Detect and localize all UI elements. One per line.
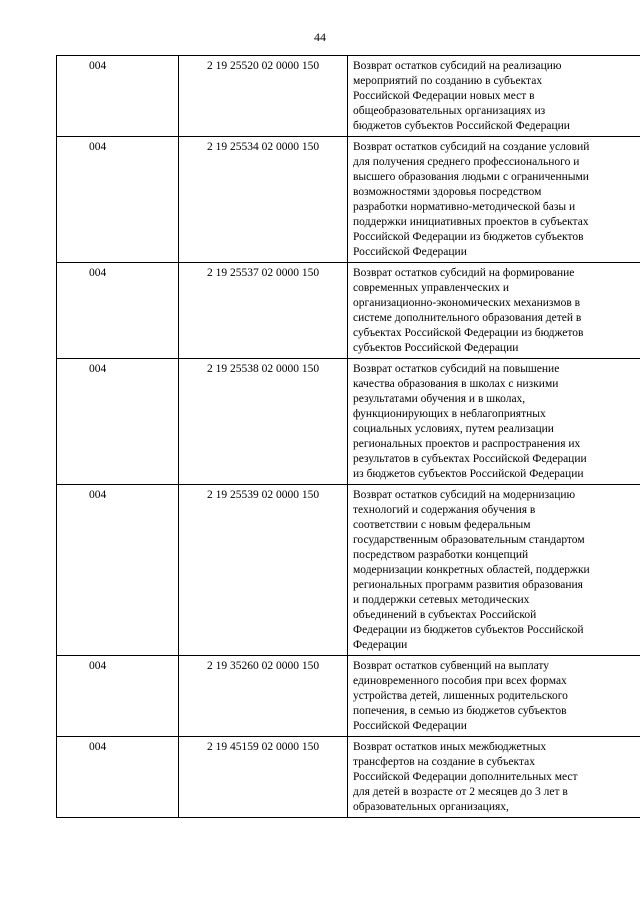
admin-code-cell: 004: [57, 56, 179, 137]
table-row: [57, 137, 640, 263]
table-row: [57, 737, 640, 818]
table-row: [57, 485, 640, 656]
table-row: [57, 56, 640, 137]
description-line: высшего образования людьми с ограниченными: [353, 171, 589, 183]
description-line: и поддержки сетевых методических: [353, 594, 530, 606]
description-line: модернизации конкретных областей, поддержки: [353, 564, 590, 576]
table-row: [57, 656, 640, 737]
description-line: организационно-экономических механизмов в: [353, 297, 581, 309]
budget-code-cell: 2 19 25534 02 0000 150: [179, 137, 348, 263]
description-line: системе дополнительного образования детей в: [353, 312, 582, 324]
description-line: социальных условиях, путем реализации: [353, 423, 554, 435]
budget-code-cell: 2 19 25537 02 0000 150: [179, 263, 348, 359]
description-line: Федерации: [353, 639, 408, 651]
description-line: устройства детей, лишенных родительского: [353, 690, 568, 702]
budget-code-cell: 2 19 45159 02 0000 150: [179, 737, 348, 818]
description-line: Российской Федерации из бюджетов субъектов: [353, 231, 584, 243]
admin-code-cell: 004: [57, 737, 179, 818]
description-line: функционирующих в неблагоприятных: [353, 408, 546, 420]
description-line: Российской Федерации: [353, 720, 467, 732]
description-line: Возврат остатков субсидий на повышение: [353, 363, 560, 375]
budget-codes-table: [56, 55, 640, 818]
description-line: единовременного пособия при всех формах: [353, 675, 567, 687]
budget-code-cell: 2 19 25520 02 0000 150: [179, 56, 348, 137]
description-line: возможностями здоровья посредством: [353, 186, 542, 198]
description-line: объединений в субъектах Российской: [353, 609, 537, 621]
description-cell: [348, 359, 640, 485]
description-cell: [348, 263, 640, 359]
description-line: результатами обучения и в школах,: [353, 393, 526, 405]
description-line: Российской Федерации: [353, 246, 467, 258]
budget-code-cell: 2 19 35260 02 0000 150: [179, 656, 348, 737]
description-line: субъектах Российской Федерации из бюджетов: [353, 327, 584, 339]
description-line: государственным образовательным стандартом: [353, 534, 585, 546]
description-line: разработки нормативно-методической базы и: [353, 201, 576, 213]
description-line: поддержки инициативных проектов в субъектах: [353, 216, 589, 228]
description-line: субъектов Российской Федерации: [353, 342, 519, 354]
description-line: результатов в субъектах Российской Федерации: [353, 453, 587, 465]
description-line: Возврат остатков субсидий на модернизацию: [353, 489, 576, 501]
page-number: 44: [314, 30, 326, 44]
admin-code-cell: 004: [57, 359, 179, 485]
description-line: Российской Федерации дополнительных мест: [353, 771, 578, 783]
description-cell: [348, 656, 640, 737]
description-cell: [348, 137, 640, 263]
description-line: Возврат остатков субсидий на формирование: [353, 267, 575, 279]
table-row: [57, 359, 640, 485]
description-line: попечения, в семью из бюджетов субъектов: [353, 705, 567, 717]
description-cell: [348, 737, 640, 818]
description-line: качества образования в школах с низкими: [353, 378, 559, 390]
admin-code-cell: 004: [57, 263, 179, 359]
description-line: из бюджетов субъектов Российской Федерации: [353, 468, 584, 480]
description-line: региональных проектов и распространения их: [353, 438, 581, 450]
description-cell: [348, 485, 640, 656]
table-row: [57, 263, 640, 359]
admin-code-cell: 004: [57, 137, 179, 263]
description-line: для детей в возрасте от 2 месяцев до 3 лет в: [353, 786, 568, 798]
description-line: посредством разработки концепций: [353, 549, 529, 561]
description-line: соответствии с новым федеральным: [353, 519, 531, 531]
description-line: образовательных организациях,: [353, 801, 509, 813]
budget-code-cell: 2 19 25538 02 0000 150: [179, 359, 348, 485]
description-line: Федерации из бюджетов субъектов Российской: [353, 624, 584, 636]
table-body: [57, 56, 640, 818]
description-line: Возврат остатков иных межбюджетных: [353, 741, 547, 753]
description-line: современных управленческих и: [353, 282, 510, 294]
description-line: для получения среднего профессионального и: [353, 156, 580, 168]
description-line: трансфертов на создание в субъектах: [353, 756, 535, 768]
description-line: мероприятий по созданию в субъектах: [353, 75, 543, 87]
description-line: технологий и содержания обучения в: [353, 504, 536, 516]
admin-code-cell: 004: [57, 485, 179, 656]
description-line: Возврат остатков субсидий на создание условий: [353, 141, 590, 153]
description-line: бюджетов субъектов Российской Федерации: [353, 120, 570, 132]
description-line: Возврат остатков субвенций на выплату: [353, 660, 550, 672]
description-line: Российской Федерации новых мест в: [353, 90, 535, 102]
description-line: общеобразовательных организациях из: [353, 105, 546, 117]
description-line: Возврат остатков субсидий на реализацию: [353, 60, 562, 72]
description-cell: [348, 56, 640, 137]
description-line: региональных программ развития образования: [353, 579, 583, 591]
budget-code-cell: 2 19 25539 02 0000 150: [179, 485, 348, 656]
admin-code-cell: 004: [57, 656, 179, 737]
